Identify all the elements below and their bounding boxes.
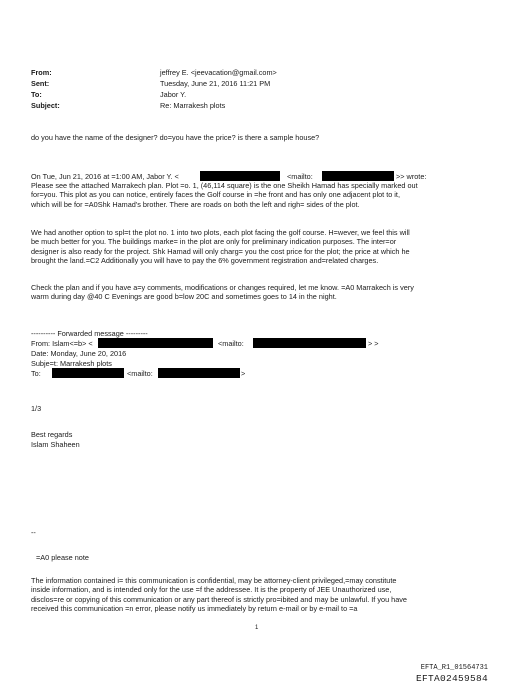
- forwarded-to-mailto: <mailto:: [127, 369, 153, 378]
- text-line: Please see the attached Marrakech plan. Plot =o. 1, (46,114 square) is the one Sheikh Hamad has specially marked out: [31, 181, 418, 190]
- please-note: =A0 please note: [36, 553, 89, 562]
- paragraph-option: [31, 228, 483, 266]
- sent-value: Tuesday, June 21, 2016 11:21 PM: [160, 79, 271, 88]
- from-value: jeffrey E. <jeevacation@gmail.com>: [160, 68, 277, 77]
- paragraph-plan: [31, 181, 483, 209]
- page-fraction: 1/3: [31, 404, 42, 413]
- text-line: designer is also ready for the project. Shk Hamad will only charg= you the cost price for the plot; the price at which he: [31, 246, 410, 256]
- bates-id-small: EFTA_R1_01564731: [420, 664, 488, 672]
- text-line: for=you. This plot as you can notice, entirely faces the Golf course in =he front and has only one adjacent plot to it,: [31, 190, 400, 200]
- regards: Best regards: [31, 430, 73, 439]
- forwarded-from-mailto: <mailto:: [218, 339, 244, 348]
- text-line: disclos=re or copying of this communication or any part thereof is strictly pro=ibited and may be unlawful. If you have: [31, 594, 407, 604]
- signer-name: Islam Shaheen: [31, 440, 80, 449]
- text-line: received this communication =n error, please notify us immediately by return e-mail or by e-mail to =a: [31, 604, 358, 614]
- text-line: inside information, and is intended only for the use =f the addressee. It is the property of JEE Unauthorized use,: [31, 585, 392, 595]
- text-line: brought the land.=C2 Additionally you will have to pay the 6% government registration and=related charges.: [31, 256, 379, 266]
- page-number: 1: [255, 625, 259, 631]
- subject-label: Subject:: [31, 101, 60, 110]
- forwarded-marker: ---------- Forwarded message ---------: [31, 329, 148, 338]
- from-label: From:: [31, 68, 52, 77]
- sent-label: Sent:: [31, 79, 50, 88]
- redaction-bar: [253, 338, 366, 348]
- signature-dashes: --: [31, 528, 36, 537]
- wrote-mailto: <mailto:: [287, 172, 313, 181]
- bates-id-large: EFTA02459584: [415, 673, 488, 684]
- redaction-bar: [200, 171, 280, 181]
- redaction-bar: [322, 171, 394, 181]
- to-label: To:: [31, 90, 42, 99]
- text-line: be much better for you. The buildings marke= in the plot are only for preliminary indication purposes. The inter=or: [31, 237, 397, 247]
- redaction-bar: [158, 368, 240, 378]
- text-line: which will be for =A0Shk Hamad's brother. There are roads on both the left and righ= sides of the plot.: [31, 199, 360, 209]
- text-line: The information contained i= this communication is confidential, may be attorney-client privileged,=may constitute: [31, 576, 397, 585]
- reply-question: do you have the name of the designer? do=you have the price? is there a sample house?: [31, 133, 320, 142]
- paragraph-weather: [31, 283, 483, 302]
- redaction-bar: [52, 368, 124, 378]
- text-line: Check the plan and if you have a=y comments, modifications or changes required, let me know. =A0 Marrakech is very: [31, 283, 414, 292]
- forwarded-from: From: Islam<=b> <: [31, 339, 93, 348]
- wrote-prefix: On Tue, Jun 21, 2016 at =1:00 AM, Jabor Y. <: [31, 172, 179, 181]
- text-line: We had another option to spl=t the plot no. 1 into two plots, each plot facing the golf course. H=wever, we feel this will: [31, 228, 410, 237]
- forwarded-subject: Subje=t: Marrakesh plots: [31, 359, 112, 368]
- forwarded-from-end: > >: [368, 339, 379, 348]
- redaction-bar: [98, 338, 213, 348]
- text-line: warm during day @40 C Evenings are good b=low 20C and sometimes goes to 14 in the night.: [31, 292, 337, 302]
- forwarded-to-end: >: [241, 369, 246, 378]
- subject-value: Re: Marrakesh plots: [160, 101, 226, 110]
- forwarded-to: To:: [31, 369, 41, 378]
- forwarded-date: Date: Monday, June 20, 2016: [31, 349, 127, 358]
- disclaimer: [31, 576, 483, 614]
- wrote-suffix: >> wrote:: [396, 172, 427, 181]
- to-value: Jabor Y.: [160, 90, 187, 99]
